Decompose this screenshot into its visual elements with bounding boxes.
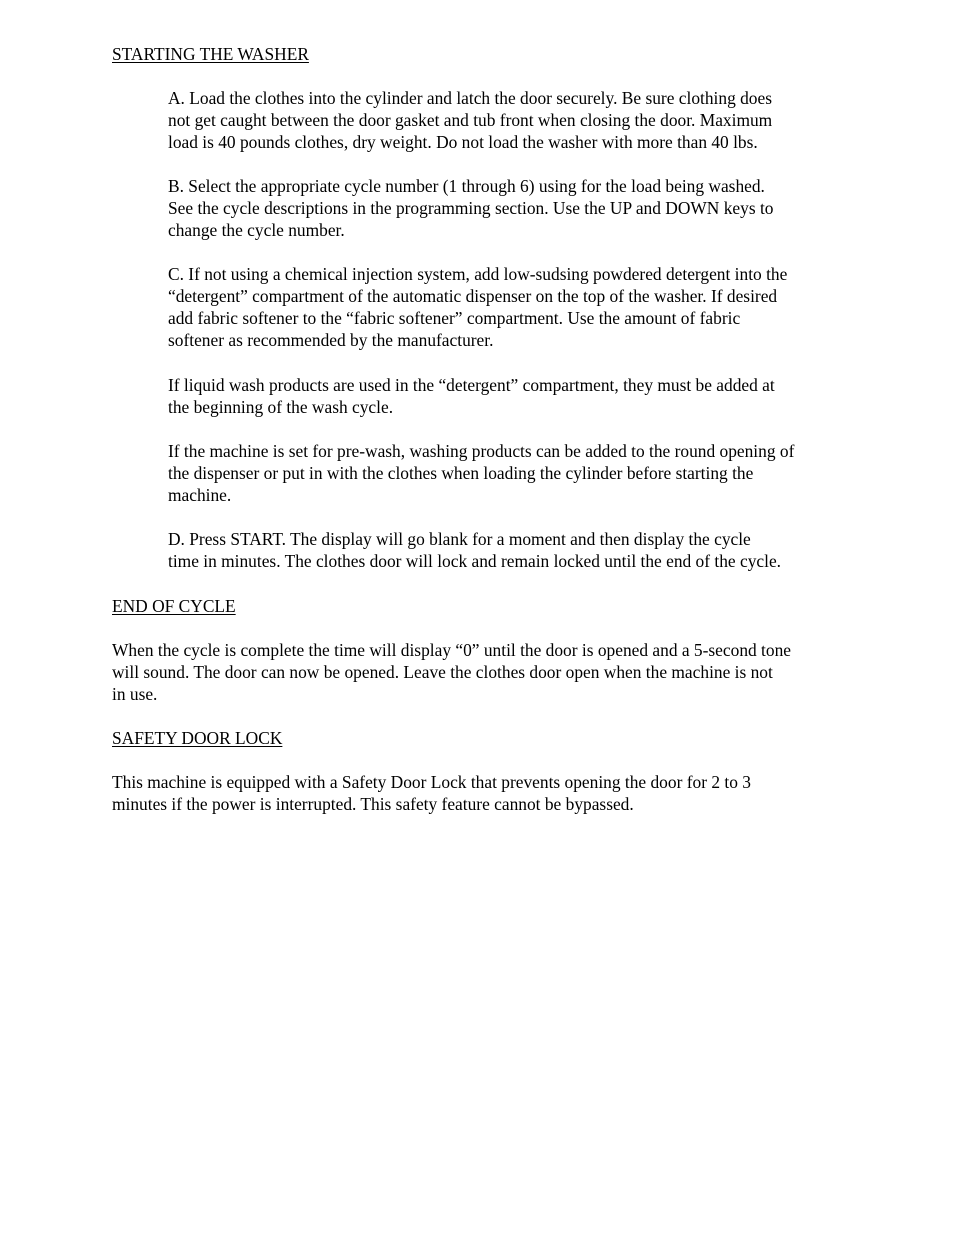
end-of-cycle-paragraph bbox=[112, 639, 852, 705]
text-line: If liquid wash products are used in the “detergent” compartment, they must be added at bbox=[168, 375, 775, 395]
text-line: load is 40 pounds clothes, dry weight. Do not load the washer with more than 40 lbs. bbox=[168, 132, 758, 152]
text-line: the beginning of the wash cycle. bbox=[168, 397, 394, 417]
text-line: This machine is equipped with a Safety Door Lock that prevents opening the door for 2 to 3 bbox=[112, 772, 751, 792]
prewash-note bbox=[168, 440, 858, 506]
text-line: softener as recommended by the manufacturer. bbox=[168, 330, 494, 350]
step-c-paragraph bbox=[168, 263, 858, 351]
text-line: add fabric softener to the “fabric softener” compartment. Use the amount of fabric bbox=[168, 308, 741, 328]
heading-starting-the-washer: STARTING THE WASHER bbox=[112, 44, 309, 64]
safety-door-lock-paragraph bbox=[112, 771, 852, 815]
step-a-paragraph bbox=[168, 87, 858, 153]
text-line: in use. bbox=[112, 684, 158, 704]
text-line: time in minutes. The clothes door will lock and remain locked until the end of the cycle. bbox=[168, 551, 782, 571]
liquid-products-note bbox=[168, 374, 858, 418]
step-d-paragraph bbox=[168, 528, 858, 572]
heading-safety-door-lock: SAFETY DOOR LOCK bbox=[112, 728, 283, 748]
text-line: will sound. The door can now be opened. Leave the clothes door open when the machine is not bbox=[112, 662, 773, 682]
heading-end-of-cycle: END OF CYCLE bbox=[112, 596, 236, 616]
text-line: not get caught between the door gasket and tub front when closing the door. Maximum bbox=[168, 110, 773, 130]
text-line: If the machine is set for pre-wash, washing products can be added to the round opening of bbox=[168, 441, 795, 461]
text-line: the dispenser or put in with the clothes when loading the cylinder before starting the bbox=[168, 463, 754, 483]
text-line: C. If not using a chemical injection system, add low-sudsing powdered detergent into the bbox=[168, 264, 788, 284]
text-line: A. Load the clothes into the cylinder and latch the door securely. Be sure clothing does bbox=[168, 88, 772, 108]
text-line: “detergent” compartment of the automatic dispenser on the top of the washer. If desired bbox=[168, 286, 778, 306]
text-line: change the cycle number. bbox=[168, 220, 345, 240]
text-line: machine. bbox=[168, 485, 232, 505]
text-line: See the cycle descriptions in the programming section. Use the UP and DOWN keys to bbox=[168, 198, 774, 218]
text-line: B. Select the appropriate cycle number (1 through 6) using for the load being washed. bbox=[168, 176, 765, 196]
text-line: D. Press START. The display will go blank for a moment and then display the cycle bbox=[168, 529, 751, 549]
text-line: When the cycle is complete the time will display “0” until the door is opened and a 5-second tone bbox=[112, 640, 791, 660]
text-line: minutes if the power is interrupted. This safety feature cannot be bypassed. bbox=[112, 794, 634, 814]
step-b-paragraph bbox=[168, 175, 858, 241]
